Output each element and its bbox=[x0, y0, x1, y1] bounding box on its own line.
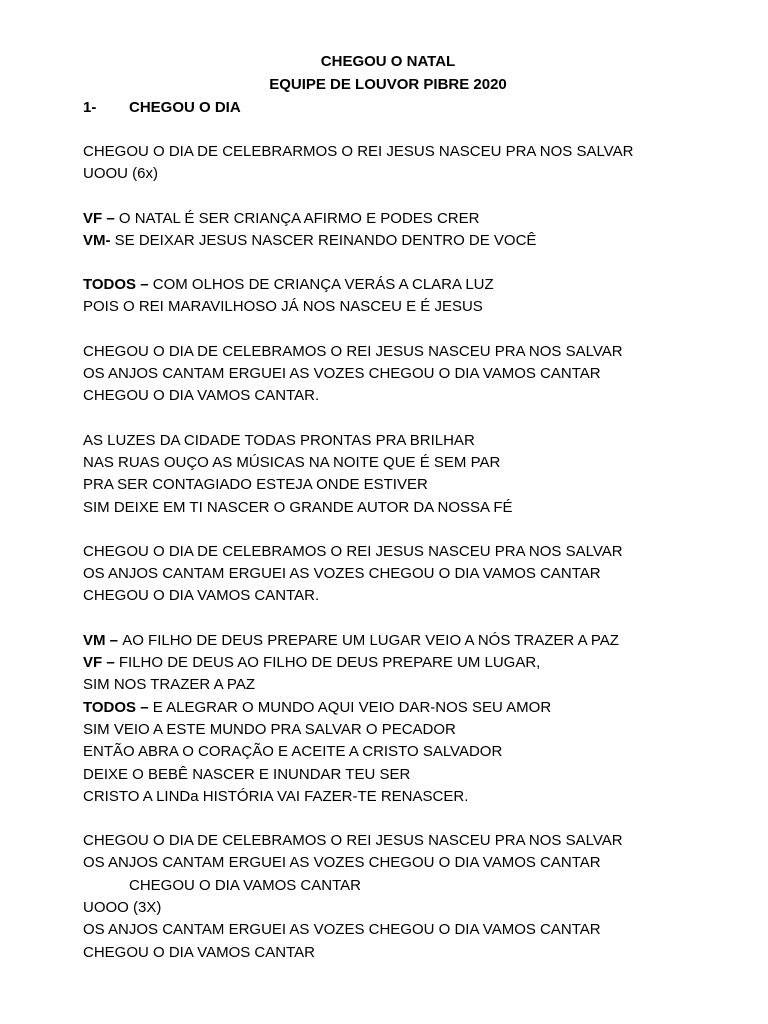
lyric-line bbox=[83, 430, 743, 452]
lyric-text: OS ANJOS CANTAM ERGUEI AS VOZES CHEGOU O DIA VAMOS CANTAR bbox=[83, 365, 601, 383]
lyric-line bbox=[83, 897, 743, 919]
lyric-stanza bbox=[83, 208, 743, 253]
lyric-stanza bbox=[83, 430, 743, 519]
lyric-text: OS ANJOS CANTAM ERGUEI AS VOZES CHEGOU O DIA VAMOS CANTAR bbox=[83, 921, 601, 939]
lyric-stanza bbox=[83, 341, 743, 408]
voice-label: VF – bbox=[83, 209, 119, 227]
lyric-text: CHEGOU O DIA DE CELEBRAMOS O REI JESUS NASCEU PRA NOS SALVAR bbox=[83, 542, 623, 560]
lyric-text: SE DEIXAR JESUS NASCER REINANDO DENTRO DE VOCÊ bbox=[114, 231, 537, 249]
lyric-line bbox=[83, 341, 743, 363]
section-number: 1- bbox=[83, 99, 97, 116]
section-title: CHEGOU O DIA bbox=[129, 99, 241, 116]
lyric-text: UOOU (6x) bbox=[83, 165, 158, 183]
document-title: CHEGOU O NATAL bbox=[320, 53, 456, 70]
lyric-line bbox=[83, 141, 743, 163]
lyric-text: POIS O REI MARAVILHOSO JÁ NOS NASCEU E É JESUS bbox=[83, 298, 483, 316]
lyric-line bbox=[83, 942, 743, 964]
lyric-line bbox=[83, 719, 743, 741]
voice-label: TODOS – bbox=[83, 276, 153, 294]
lyric-line bbox=[83, 852, 743, 874]
lyric-text: OS ANJOS CANTAM ERGUEI AS VOZES CHEGOU O DIA VAMOS CANTAR bbox=[83, 565, 601, 583]
lyric-text: E ALEGRAR O MUNDO AQUI VEIO DAR-NOS SEU AMOR bbox=[152, 698, 552, 716]
lyric-stanza bbox=[83, 141, 743, 186]
lyric-line bbox=[83, 875, 743, 897]
lyric-text: CHEGOU O DIA VAMOS CANTAR bbox=[83, 943, 315, 961]
lyric-line bbox=[83, 208, 743, 230]
lyric-line bbox=[83, 296, 743, 318]
voice-label: VF – bbox=[83, 654, 119, 672]
lyric-stanza bbox=[83, 830, 743, 964]
lyric-line bbox=[83, 764, 743, 786]
lyric-line bbox=[83, 274, 743, 296]
lyric-line bbox=[83, 452, 743, 474]
lyric-line bbox=[83, 786, 743, 808]
lyric-text: NAS RUAS OUÇO AS MÚSICAS NA NOITE QUE É SEM PAR bbox=[83, 453, 501, 471]
lyric-text: CHEGOU O DIA VAMOS CANTAR. bbox=[83, 587, 320, 605]
lyric-line bbox=[83, 585, 743, 607]
lyric-text: CHEGOU O DIA VAMOS CANTAR. bbox=[83, 387, 320, 405]
lyric-line bbox=[83, 563, 743, 585]
lyric-line bbox=[83, 652, 743, 674]
lyric-text: CHEGOU O DIA VAMOS CANTAR bbox=[129, 876, 361, 894]
lyric-stanza bbox=[83, 274, 743, 319]
lyric-text: ENTÃO ABRA O CORAÇÃO E ACEITE A CRISTO SALVADOR bbox=[83, 743, 503, 761]
lyric-text: FILHO DE DEUS AO FILHO DE DEUS PREPARE UM LUGAR, bbox=[118, 654, 541, 672]
lyric-line bbox=[83, 474, 743, 496]
lyric-text: O NATAL É SER CRIANÇA AFIRMO E PODES CRER bbox=[118, 209, 480, 227]
lyrics-body bbox=[83, 141, 743, 986]
lyric-text: SIM DEIXE EM TI NASCER O GRANDE AUTOR DA NOSSA FÉ bbox=[83, 498, 513, 516]
lyric-line bbox=[83, 541, 743, 563]
voice-label: VM – bbox=[83, 631, 123, 649]
section-heading bbox=[83, 97, 241, 119]
lyric-text: CHEGOU O DIA DE CELEBRARMOS O REI JESUS NASCEU PRA NOS SALVAR bbox=[83, 143, 634, 160]
lyric-text: CRISTO A LINDa HISTÓRIA VAI FAZER-TE RENASCER. bbox=[83, 787, 469, 805]
lyric-line bbox=[83, 163, 743, 185]
lyric-line bbox=[83, 230, 743, 252]
lyric-text: AO FILHO DE DEUS PREPARE UM LUGAR VEIO A NÓS TRAZER A PAZ bbox=[122, 631, 619, 649]
lyric-text: AS LUZES DA CIDADE TODAS PRONTAS PRA BRILHAR bbox=[83, 431, 475, 449]
lyric-text: SIM NOS TRAZER A PAZ bbox=[83, 676, 255, 694]
lyric-line bbox=[83, 830, 743, 852]
lyric-text: SIM VEIO A ESTE MUNDO PRA SALVAR O PECADOR bbox=[83, 720, 456, 738]
lyric-line bbox=[83, 741, 743, 763]
lyric-text: DEIXE O BEBÊ NASCER E INUNDAR TEU SER bbox=[83, 765, 411, 783]
lyric-line bbox=[83, 497, 743, 519]
lyric-text: UOOO (3X) bbox=[83, 899, 162, 917]
voice-label: TODOS – bbox=[83, 698, 153, 716]
lyric-text: COM OLHOS DE CRIANÇA VERÁS A CLARA LUZ bbox=[152, 276, 494, 294]
lyric-line bbox=[83, 919, 743, 941]
lyric-line bbox=[83, 385, 743, 407]
lyric-text: CHEGOU O DIA DE CELEBRAMOS O REI JESUS NASCEU PRA NOS SALVAR bbox=[83, 832, 623, 850]
lyric-text: CHEGOU O DIA DE CELEBRAMOS O REI JESUS NASCEU PRA NOS SALVAR bbox=[83, 342, 623, 360]
lyric-line bbox=[83, 363, 743, 385]
lyric-stanza bbox=[83, 541, 743, 608]
lyric-line bbox=[83, 674, 743, 696]
lyric-line bbox=[83, 697, 743, 719]
lyric-text: OS ANJOS CANTAM ERGUEI AS VOZES CHEGOU O DIA VAMOS CANTAR bbox=[83, 854, 601, 872]
lyric-text: PRA SER CONTAGIADO ESTEJA ONDE ESTIVER bbox=[83, 476, 428, 494]
lyric-stanza bbox=[83, 630, 743, 808]
document-subtitle: EQUIPE DE LOUVOR PIBRE 2020 bbox=[269, 76, 507, 93]
voice-label: VM- bbox=[83, 231, 115, 249]
lyric-line bbox=[83, 630, 743, 652]
